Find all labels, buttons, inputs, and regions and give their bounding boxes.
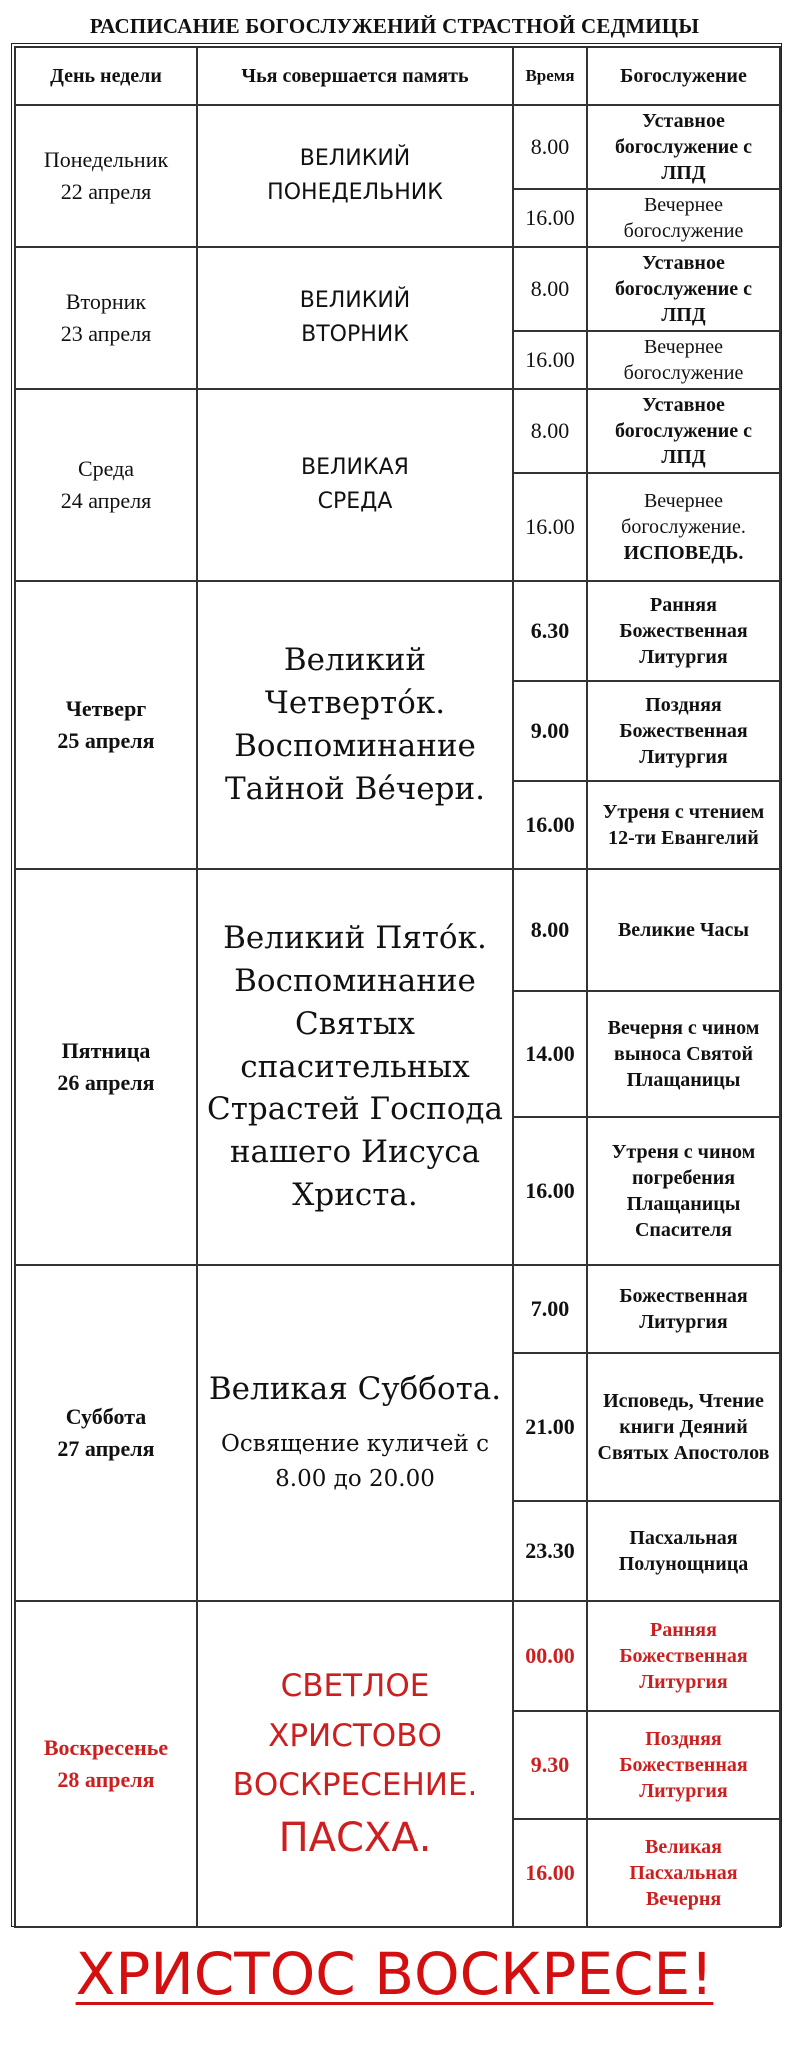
service-name: Вечерня с чином выноса Святой Плащаницы: [587, 991, 780, 1117]
memory-line: ВЕЛИКАЯ: [301, 454, 409, 480]
day-name: Пятница: [61, 1038, 151, 1064]
table-row: [15, 389, 780, 473]
service-name: Уставное богослужение с ЛПД: [587, 247, 780, 331]
service-name: Поздняя Божественная Литургия: [587, 1711, 780, 1819]
service-time: 16.00: [513, 473, 587, 581]
day-cell-friday: [15, 869, 197, 1265]
service-name: Ранняя Божественная Литургия: [587, 581, 780, 681]
day-cell-thursday: [15, 581, 197, 869]
day-cell-wednesday: [15, 389, 197, 581]
service-time: 14.00: [513, 991, 587, 1117]
service-name: [587, 473, 780, 581]
service-time: 21.00: [513, 1353, 587, 1501]
day-cell-sunday: [15, 1601, 197, 1927]
header-time: Время: [513, 47, 587, 105]
header-service: Богослужение: [587, 47, 780, 105]
day-date: 28 апреля: [57, 1767, 155, 1792]
table-row: [15, 1265, 780, 1353]
pascha-label: ПАСХА.: [278, 1814, 432, 1861]
service-name: Уставное богослужение с ЛПД: [587, 389, 780, 473]
table-row: [15, 581, 780, 681]
service-name: Великая Пасхальная Вечерня: [587, 1819, 780, 1927]
service-name: Великие Часы: [587, 869, 780, 991]
day-name: Вторник: [65, 289, 147, 315]
service-time: 16.00: [513, 189, 587, 247]
day-cell-saturday: [15, 1265, 197, 1601]
service-name: Божественная Литургия: [587, 1265, 780, 1353]
service-name: Вечернее богослужение: [587, 331, 780, 389]
service-time: 8.00: [513, 389, 587, 473]
memory-cell-thursday: Великий Четверто́к. Воспоминание Тайной Ве́чери.: [197, 581, 513, 869]
service-time: 9.30: [513, 1711, 587, 1819]
service-name: Утреня с чином погребения Плащаницы Спасителя: [587, 1117, 780, 1265]
memory-title: Великая Суббота.: [208, 1370, 502, 1407]
day-cell-monday: [15, 105, 197, 247]
service-time: 9.00: [513, 681, 587, 781]
schedule-table: [14, 46, 781, 1928]
service-time: 8.00: [513, 869, 587, 991]
day-name: Среда: [77, 456, 135, 482]
table-header-row: [15, 47, 780, 105]
service-time: 23.30: [513, 1501, 587, 1601]
day-name: Суббота: [65, 1404, 147, 1430]
service-name: Вечернее богослужение: [587, 189, 780, 247]
table-row: [15, 247, 780, 331]
footer-greeting: ХРИСТОС ВОСКРЕСЕ!: [75, 1940, 714, 2008]
service-time: 16.00: [513, 331, 587, 389]
service-name: Пасхальная Полунощница: [587, 1501, 780, 1601]
page-title: РАСПИСАНИЕ БОГОСЛУЖЕНИЙ СТРАСТНОЙ СЕДМИЦЫ: [89, 14, 700, 38]
confession-note: ИСПОВЕДЬ.: [623, 542, 744, 564]
memory-cell-wednesday: [197, 389, 513, 581]
service-name: Поздняя Божественная Литургия: [587, 681, 780, 781]
header-memory: Чья совершается память: [197, 47, 513, 105]
day-date: 22 апреля: [60, 179, 152, 204]
service-time: 6.30: [513, 581, 587, 681]
service-time: 00.00: [513, 1601, 587, 1711]
day-date: 27 апреля: [57, 1436, 155, 1461]
service-name: Утреня с чтением 12-ти Евангелий: [587, 781, 780, 869]
table-row: [15, 105, 780, 189]
memory-line: ВЕЛИКИЙ: [299, 145, 411, 171]
service-time: 8.00: [513, 105, 587, 189]
day-date: 23 апреля: [60, 321, 152, 346]
service-time: 16.00: [513, 781, 587, 869]
day-date: 26 апреля: [57, 1070, 155, 1095]
day-date: 25 апреля: [57, 728, 155, 753]
day-cell-tuesday: [15, 247, 197, 389]
day-name: Четверг: [65, 696, 147, 722]
memory-line: ПОНЕДЕЛЬНИК: [267, 180, 443, 205]
memory-cell-sunday: [197, 1601, 513, 1927]
memory-cell-tuesday: [197, 247, 513, 389]
service-name: Исповедь, Чтение книги Деяний Святых Апостолов: [587, 1353, 780, 1501]
memory-cell-friday: Великий Пято́к. Воспоминание Святых спасительных Страстей Господа нашего Иисуса Христа.: [197, 869, 513, 1265]
service-name: Уставное богослужение с ЛПД: [587, 105, 780, 189]
table-row: [15, 1601, 780, 1711]
service-time: 8.00: [513, 247, 587, 331]
memory-line: ВЕЛИКИЙ: [299, 287, 411, 313]
service-time: 16.00: [513, 1117, 587, 1265]
table-row: [15, 869, 780, 991]
memory-title: СВЕТЛОЕ ХРИСТОВО ВОСКРЕСЕНИЕ.: [232, 1668, 478, 1804]
service-name: Ранняя Божественная Литургия: [587, 1601, 780, 1711]
service-time: 16.00: [513, 1819, 587, 1927]
memory-line: ВТОРНИК: [301, 322, 409, 347]
memory-line: СРЕДА: [317, 489, 393, 514]
service-text: Вечернее богослужение.: [621, 490, 746, 538]
header-day: День недели: [15, 47, 197, 105]
kulich-blessing-note: Освящение куличей с 8.00 до 20.00: [221, 1430, 489, 1493]
memory-cell-monday: [197, 105, 513, 247]
service-time: 7.00: [513, 1265, 587, 1353]
day-date: 24 апреля: [60, 488, 152, 513]
day-name: Понедельник: [43, 147, 169, 173]
day-name: Воскресенье: [43, 1735, 169, 1761]
memory-cell-saturday: [197, 1265, 513, 1601]
